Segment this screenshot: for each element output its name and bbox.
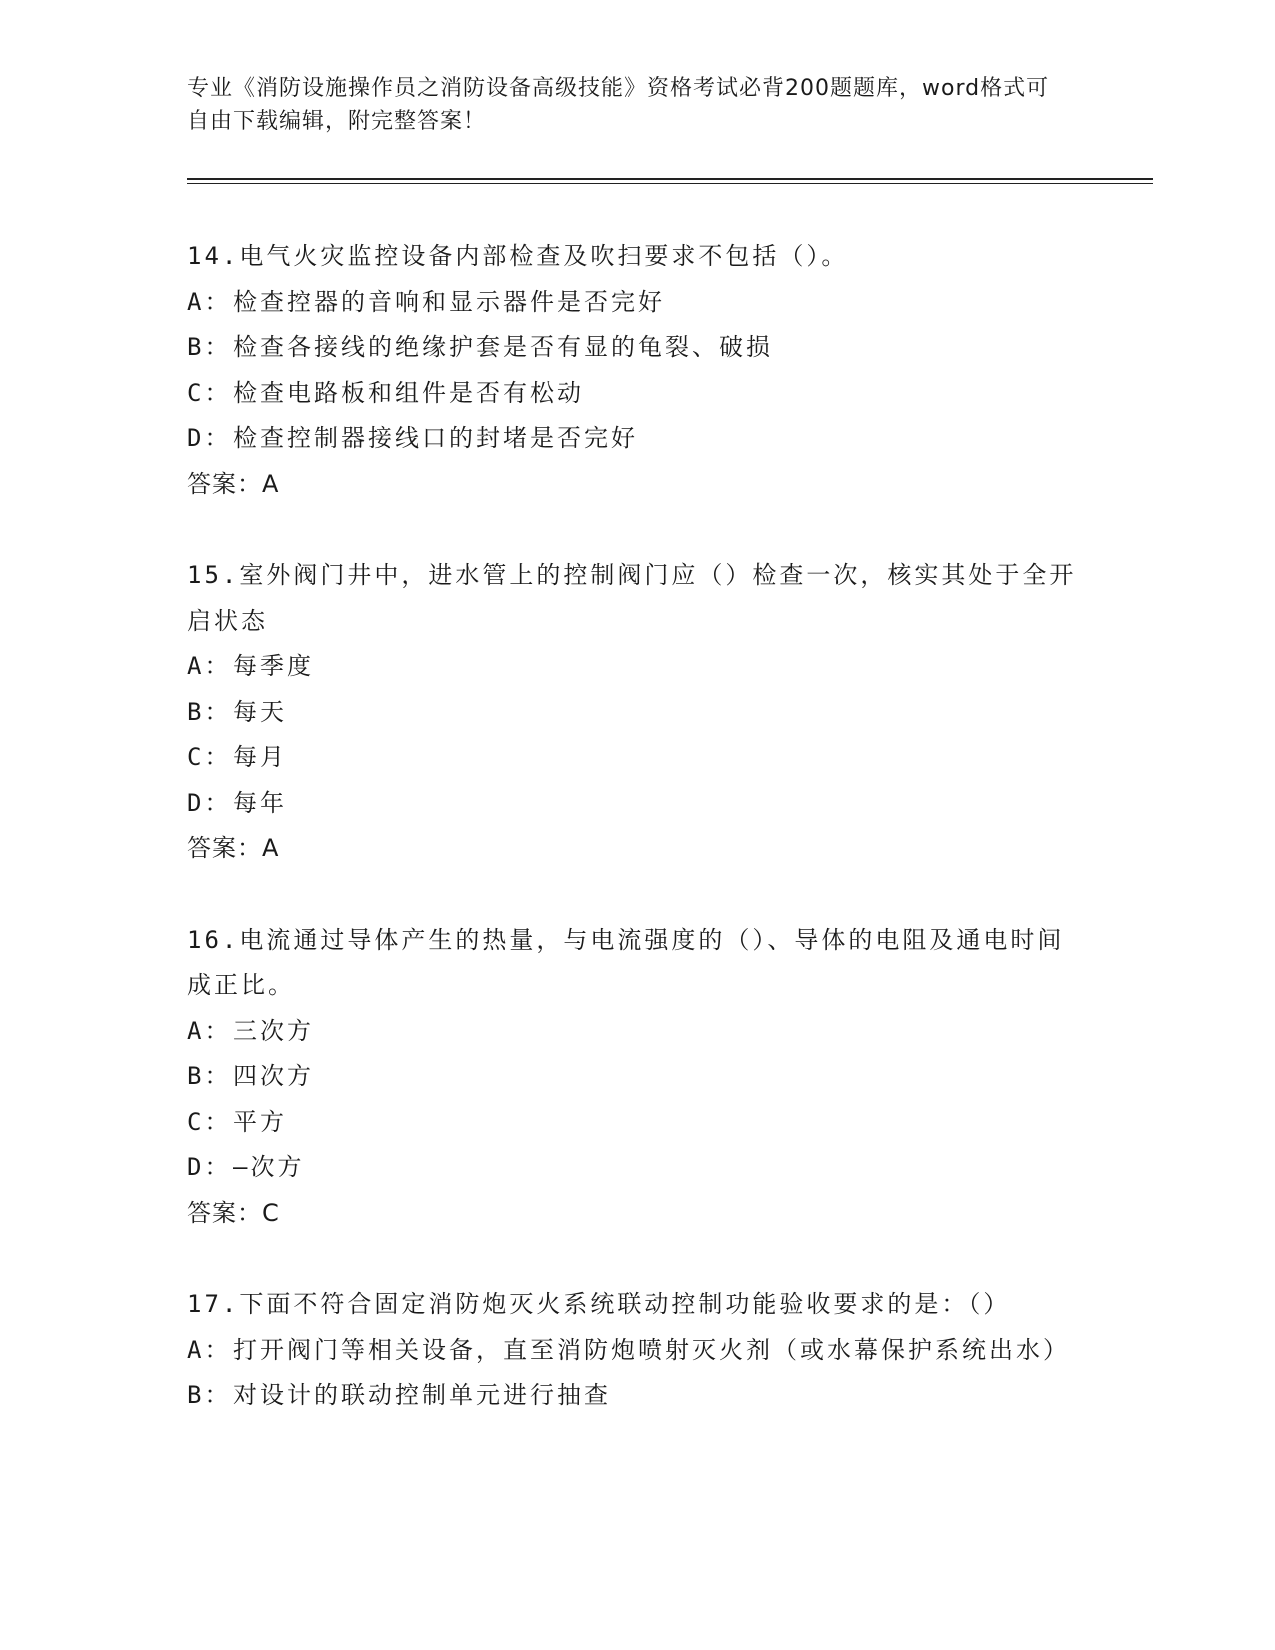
question-stem: 14.电气火灾监控设备内部检查及吹扫要求不包括（）。 [187,242,849,270]
question-14 [187,234,1077,507]
option-c [187,371,1077,417]
option-key: A： [187,1016,232,1045]
option-d [187,1145,1077,1191]
question-16 [187,918,1077,1237]
question-stem: 16.电流通过导体产生的热量，与电流强度的（）、导体的电阻及通电时间成正比。 [187,925,1065,999]
question-17 [187,1282,1077,1419]
option-text: 检查电路板和组件是否有松动 [233,378,584,407]
option-text: 每年 [233,788,287,817]
option-d [187,416,1077,462]
option-a [187,1009,1077,1055]
option-key: B： [187,697,232,726]
option-text: 每季度 [233,652,314,680]
option-key: C： [187,378,232,407]
question-list [187,234,1077,1419]
option-text: 检查控制器接线口的封堵是否完好 [233,424,638,452]
document-header [187,72,1067,138]
option-key: D： [187,424,232,452]
option-b [187,690,1077,736]
option-key: B： [187,1381,232,1409]
header-divider [187,178,1153,180]
option-key: A： [187,1335,232,1364]
option-text: 打开阀门等相关设备，直至消防炮喷射灭火剂（或水幕保护系统出水） [233,1335,1070,1364]
option-a [187,280,1077,326]
option-text: 每天 [233,697,287,726]
option-key: A： [187,652,232,680]
option-key: B： [187,333,232,361]
option-key: C： [187,1107,232,1136]
option-c [187,735,1077,781]
option-text: 检查各接线的绝缘护套是否有显的龟裂、破损 [233,333,773,361]
option-key: B： [187,1062,232,1090]
option-text: 三次方 [233,1016,314,1045]
option-text: 平方 [233,1107,287,1136]
question-stem: 15.室外阀门井中，进水管上的控制阀门应（）检查一次，核实其处于全开启状态 [187,561,1077,635]
option-b [187,325,1077,371]
answer-label: 答案：A [187,834,280,862]
option-c [187,1100,1077,1146]
option-d [187,781,1077,827]
question-15 [187,553,1077,872]
option-a [187,1328,1077,1374]
question-stem: 17.下面不符合固定消防炮灭火系统联动控制功能验收要求的是：（） [187,1290,1011,1318]
option-b [187,1054,1077,1100]
option-key: C： [187,743,232,771]
header-text: 专业《消防设施操作员之消防设备高级技能》资格考试必背200题题库，word格式可自由下载编辑，附完整答案！ [187,76,1050,134]
option-a [187,644,1077,690]
header-divider-thin [187,183,1153,184]
option-key: A： [187,287,232,316]
option-text: 四次方 [233,1062,314,1090]
option-key: D： [187,788,232,817]
option-text: —次方 [233,1153,305,1181]
option-text: 每月 [233,743,287,771]
option-text: 对设计的联动控制单元进行抽查 [233,1381,611,1409]
option-b [187,1373,1077,1419]
answer-label: 答案：A [187,469,280,498]
answer-label: 答案：C [187,1198,280,1227]
option-key: D： [187,1153,232,1181]
option-text: 检查控器的音响和显示器件是否完好 [233,287,665,316]
